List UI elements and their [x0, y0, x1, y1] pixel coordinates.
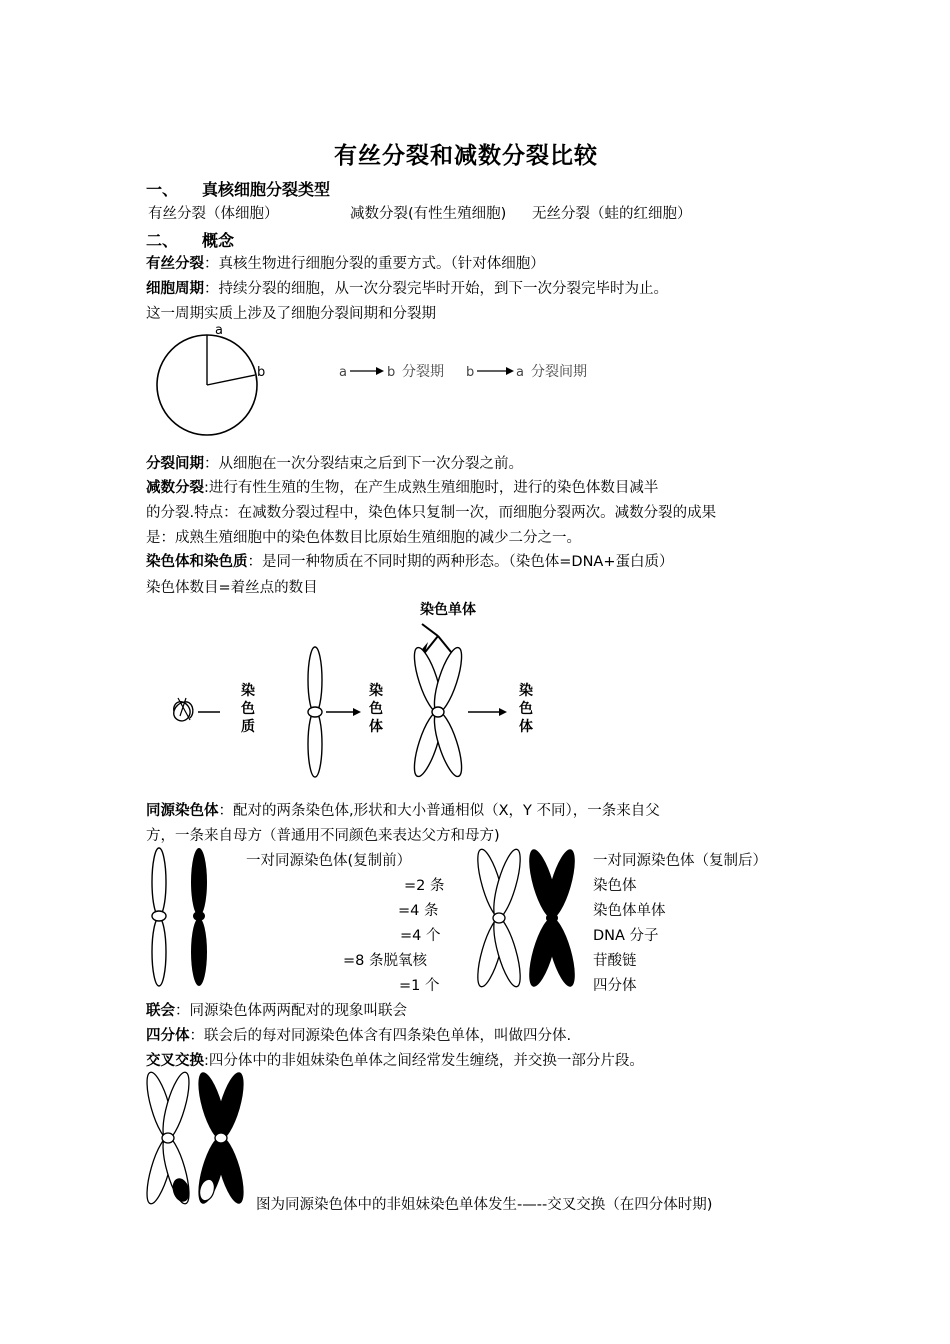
homologous-text: ：配对的两条染色体,形状和大小普通相似（X，Y 不同），一条来自父	[218, 803, 660, 819]
mitosis-definition	[146, 252, 545, 273]
arrow1-start-label: a	[339, 365, 347, 380]
item-strand: 苷酸链	[593, 953, 637, 969]
interphase-text: ：从细胞在一次分裂结束之后到下一次分裂之前。	[204, 456, 523, 472]
arrow-to-chromosome-head	[353, 708, 361, 716]
arrow2-start-label: b	[466, 365, 475, 380]
chromosome-definition	[146, 550, 673, 571]
homologous-pair-after-figure	[472, 845, 587, 991]
arrow2-head	[506, 367, 514, 375]
arrow1-end-label: b	[387, 365, 396, 380]
chromatin-label-2: 色	[241, 701, 255, 717]
mitosis-term: 有丝分裂	[146, 256, 204, 272]
meiosis-definition	[146, 476, 658, 497]
synapsis-text: ：同源染色体两两配对的现象叫联会	[175, 1003, 407, 1019]
division-phase-label: 分裂期	[402, 364, 444, 380]
pair-before-label: 一对同源染色体(复制前）	[246, 853, 412, 869]
crossing-text: :四分体中的非姐妹染色单体之间经常发生缠绕，并交换一部分片段。	[204, 1053, 644, 1069]
chromosome-label2-3: 体	[519, 719, 533, 735]
value-dna: =4 个	[400, 928, 441, 944]
tetrad-definition	[146, 1024, 571, 1045]
crossing-definition	[146, 1049, 644, 1070]
chromatid-label: 染色单体	[420, 602, 476, 618]
type-mitosis: 有丝分裂（体细胞）	[148, 206, 279, 222]
cell-cycle-text: ：持续分裂的细胞，从一次分裂完毕时开始，到下一次分裂完毕时为止。	[204, 281, 668, 297]
homologous-text-line2: 方，一条来自母方（普通用不同颜色来表达父方和母方)	[146, 828, 500, 844]
item-chromatid: 染色体单体	[593, 903, 666, 919]
cell-cycle-term: 细胞周期	[146, 281, 204, 297]
chromatid-arrow-stem	[422, 624, 438, 636]
chromatin-label-3: 质	[241, 719, 255, 735]
item-chromosome: 染色体	[593, 878, 637, 894]
homologous-definition	[146, 799, 660, 820]
tetrad-term: 四分体	[146, 1028, 190, 1044]
chromatin-chromosome-figure	[160, 594, 580, 780]
interphase-label: 分裂间期	[531, 364, 587, 380]
arrow1-head	[376, 367, 384, 375]
point-a-label: a	[215, 323, 223, 338]
chromosome-text: ：是同一种物质在不同时期的两种形态。（染色体=DNA+蛋白质）	[247, 554, 674, 570]
replicated-chromosome	[409, 645, 467, 779]
value-strands: =8 条脱氧核	[343, 953, 427, 969]
item-dna: DNA 分子	[593, 928, 659, 944]
homologous-pair-before-figure	[144, 845, 224, 991]
arrow2-end-label: a	[516, 365, 524, 380]
interphase-definition	[146, 452, 523, 473]
chromatid-arrow-right	[438, 636, 451, 652]
tetrad-text: ：联会后的每对同源染色体含有四条染色单体，叫做四分体.	[189, 1028, 572, 1044]
cell-cycle-definition	[146, 277, 668, 298]
section-2-number: 二、	[146, 231, 179, 250]
value-chromosomes: =2 条	[404, 878, 445, 894]
crossing-over-figure	[143, 1070, 253, 1208]
cycle-radius-b	[207, 375, 255, 385]
chromosome-label2-1: 染	[519, 683, 533, 699]
homologous-term: 同源染色体	[146, 803, 219, 819]
type-amitosis: 无丝分裂（蛙的红细胞）	[532, 206, 692, 222]
value-chromatids: =4 条	[398, 903, 439, 919]
cell-cycle-figure	[150, 318, 610, 443]
section-1-number: 一、	[146, 180, 179, 199]
interphase-term: 分裂间期	[146, 456, 204, 472]
crossing-term: 交叉交换	[146, 1053, 204, 1069]
chromosome-upper-arm	[308, 647, 322, 713]
meiosis-text-line3: 是：成熟生殖细胞中的染色体数目比原始生殖细胞的减少二分之一。	[146, 530, 581, 546]
section-2-heading: 概念	[202, 231, 235, 250]
synapsis-definition	[146, 999, 407, 1020]
cell-cycle-note: 这一周期实质上涉及了细胞分裂间期和分裂期	[146, 306, 436, 322]
chromosome-label1-2: 色	[369, 701, 383, 717]
chromatin-label-1: 染	[241, 683, 255, 699]
type-meiosis: 减数分裂(有性生殖细胞)	[350, 206, 507, 222]
mitosis-text: ：真核生物进行细胞分裂的重要方式。（针对体细胞）	[204, 256, 545, 272]
item-tetrad: 四分体	[593, 978, 637, 994]
chromosome-count-note: 染色体数目=着丝点的数目	[146, 580, 318, 596]
value-tetrad: =1 个	[399, 978, 440, 994]
pair-after-label: 一对同源染色体（复制后）	[593, 853, 767, 869]
synapsis-term: 联会	[146, 1003, 175, 1019]
chromosome-label1-1: 染	[369, 683, 383, 699]
chromosome-lower-arm	[308, 711, 322, 777]
point-b-label: b	[257, 365, 266, 380]
centromere	[308, 707, 322, 717]
chromosome-label2-2: 色	[519, 701, 533, 717]
chromosome-label1-3: 体	[369, 719, 383, 735]
meiosis-text: :进行有性生殖的生物，在产生成熟生殖细胞时，进行的染色体数目减半	[204, 480, 659, 496]
page-title: 有丝分裂和减数分裂比较	[334, 143, 598, 169]
crossing-caption: 图为同源染色体中的非姐妹染色单体发生-—--交叉交换（在四分体时期)	[256, 1197, 713, 1213]
arrow-to-chromosome2-head	[499, 708, 507, 716]
chromosome-term: 染色体和染色质	[146, 554, 248, 570]
section-1-heading: 真核细胞分裂类型	[202, 180, 331, 199]
meiosis-text-line2: 的分裂.特点：在减数分裂过程中，染色体只复制一次，而细胞分裂两次。减数分裂的成果	[146, 505, 717, 521]
meiosis-term: 减数分裂	[146, 480, 204, 496]
